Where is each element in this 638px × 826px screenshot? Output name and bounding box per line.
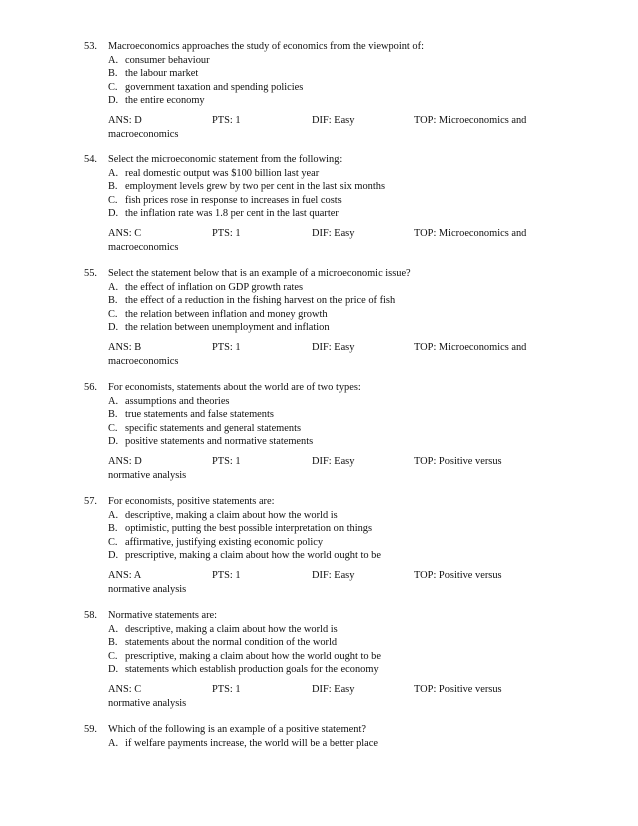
option-text: assumptions and theories [125, 395, 230, 407]
answer-metadata-row [84, 341, 554, 355]
option-letter: D. [108, 208, 119, 220]
option-text: prescriptive, making a claim about how the world ought to be [125, 650, 381, 662]
option-text: consumer behaviour [125, 54, 210, 66]
option-text: prescriptive, making a claim about how the world ought to be [125, 550, 381, 562]
topic: TOP: Microeconomics and [414, 341, 527, 353]
option-letter: B. [108, 409, 118, 421]
question-number: 58. [84, 610, 97, 621]
option-d [84, 663, 554, 677]
question-number: 59. [84, 724, 97, 735]
option-letter: C. [108, 81, 118, 93]
topic: TOP: Positive versus [414, 569, 502, 581]
option-c [84, 81, 554, 95]
question-53 [84, 40, 554, 141]
option-letter: B. [108, 637, 118, 649]
answer-key: ANS: D [108, 455, 142, 467]
option-letter: A. [108, 623, 119, 635]
option-a [84, 395, 554, 409]
option-letter: A. [108, 737, 119, 749]
option-c [84, 422, 554, 436]
question-text: Which of the following is an example of a positive statement? [108, 724, 366, 735]
option-text: the entire economy [125, 95, 205, 107]
points: PTS: 1 [212, 455, 241, 467]
option-letter: D. [108, 322, 119, 334]
option-letter: C. [108, 536, 118, 548]
option-a [84, 737, 554, 751]
answer-key: ANS: C [108, 683, 142, 695]
option-c [84, 536, 554, 550]
question-text: For economists, statements about the world are of two types: [108, 382, 361, 393]
option-letter: A. [108, 395, 119, 407]
question-58 [84, 609, 554, 710]
option-b [84, 294, 554, 308]
question-stem [84, 40, 554, 54]
question-stem [84, 381, 554, 395]
option-c [84, 194, 554, 208]
topic: TOP: Microeconomics and [414, 227, 527, 239]
option-text: statements which establish production goals for the economy [125, 664, 379, 676]
option-a [84, 167, 554, 181]
topic: TOP: Microeconomics and [414, 114, 527, 126]
option-text: the relation between inflation and money growth [125, 308, 328, 320]
option-letter: C. [108, 650, 118, 662]
topic-continuation: macroeconomics [108, 241, 179, 253]
option-d [84, 94, 554, 108]
answer-key: ANS: C [108, 227, 142, 239]
option-text: the relation between unemployment and inflation [125, 322, 330, 334]
answer-metadata-row [84, 569, 554, 583]
question-stem [84, 723, 554, 737]
option-text: the inflation rate was 1.8 per cent in the last quarter [125, 208, 339, 220]
option-d [84, 207, 554, 221]
difficulty: DIF: Easy [312, 455, 355, 467]
question-54 [84, 153, 554, 254]
option-text: the effect of a reduction in the fishing harvest on the price of fish [125, 295, 396, 307]
option-text: if welfare payments increase, the world will be a better place [125, 737, 379, 749]
option-text: descriptive, making a claim about how the world is [125, 509, 338, 521]
question-text: For economists, positive statements are: [108, 496, 275, 507]
question-stem [84, 267, 554, 281]
answer-metadata-row [84, 683, 554, 697]
question-text: Macroeconomics approaches the study of economics from the viewpoint of: [108, 41, 424, 52]
question-56 [84, 381, 554, 482]
option-letter: B. [108, 523, 118, 535]
topic-continuation: normative analysis [108, 583, 187, 595]
difficulty: DIF: Easy [312, 341, 355, 353]
option-text: the labour market [125, 68, 199, 80]
points: PTS: 1 [212, 341, 241, 353]
option-text: true statements and false statements [125, 409, 274, 421]
option-c [84, 308, 554, 322]
option-letter: A. [108, 54, 119, 66]
option-letter: C. [108, 308, 118, 320]
option-b [84, 180, 554, 194]
option-a [84, 281, 554, 295]
option-letter: C. [108, 422, 118, 434]
option-text: specific statements and general statements [125, 422, 301, 434]
difficulty: DIF: Easy [312, 114, 355, 126]
option-letter: B. [108, 181, 118, 193]
option-letter: D. [108, 550, 119, 562]
option-a [84, 623, 554, 637]
topic-continuation: macroeconomics [108, 128, 179, 140]
option-letter: A. [108, 509, 119, 521]
option-text: optimistic, putting the best possible interpretation on things [125, 523, 373, 535]
option-text: statements about the normal condition of the world [125, 637, 338, 649]
answer-metadata-row [84, 114, 554, 128]
question-59 [84, 723, 554, 750]
question-number: 57. [84, 496, 97, 507]
option-b [84, 636, 554, 650]
option-letter: A. [108, 281, 119, 293]
difficulty: DIF: Easy [312, 569, 355, 581]
question-number: 55. [84, 268, 97, 279]
question-55 [84, 267, 554, 368]
question-number: 53. [84, 41, 97, 52]
answer-key: ANS: B [108, 341, 142, 353]
option-d [84, 549, 554, 563]
points: PTS: 1 [212, 683, 241, 695]
question-text: Normative statements are: [108, 610, 218, 621]
option-letter: B. [108, 295, 118, 307]
option-b [84, 408, 554, 422]
topic-continuation: macroeconomics [108, 355, 179, 367]
option-a [84, 54, 554, 68]
option-d [84, 435, 554, 449]
option-text: affirmative, justifying existing economic policy [125, 536, 324, 548]
answer-metadata-row [84, 227, 554, 241]
question-stem [84, 153, 554, 167]
option-text: employment levels grew by two per cent in the last six months [125, 181, 386, 193]
difficulty: DIF: Easy [312, 227, 355, 239]
answer-key: ANS: D [108, 114, 142, 126]
option-text: real domestic output was $100 billion last year [125, 167, 320, 179]
option-text: government taxation and spending policies [125, 81, 304, 93]
points: PTS: 1 [212, 227, 241, 239]
question-text: Select the statement below that is an example of a microeconomic issue? [108, 268, 411, 279]
question-number: 54. [84, 154, 97, 165]
question-stem [84, 495, 554, 509]
option-text: descriptive, making a claim about how the world is [125, 623, 338, 635]
question-stem [84, 609, 554, 623]
option-b [84, 67, 554, 81]
answer-metadata-row [84, 455, 554, 469]
question-text: Select the microeconomic statement from the following: [108, 154, 343, 165]
topic-continuation: normative analysis [108, 697, 187, 709]
points: PTS: 1 [212, 569, 241, 581]
topic: TOP: Positive versus [414, 683, 502, 695]
option-d [84, 321, 554, 335]
option-a [84, 509, 554, 523]
option-letter: A. [108, 167, 119, 179]
option-letter: C. [108, 194, 118, 206]
question-57 [84, 495, 554, 596]
answer-key: ANS: A [108, 569, 142, 581]
question-number: 56. [84, 382, 97, 393]
difficulty: DIF: Easy [312, 683, 355, 695]
option-b [84, 522, 554, 536]
option-letter: D. [108, 664, 119, 676]
option-letter: D. [108, 95, 119, 107]
option-text: positive statements and normative statements [125, 436, 314, 448]
topic-continuation: normative analysis [108, 469, 187, 481]
points: PTS: 1 [212, 114, 241, 126]
option-text: fish prices rose in response to increases in fuel costs [125, 194, 342, 206]
option-letter: B. [108, 68, 118, 80]
option-text: the effect of inflation on GDP growth rates [125, 281, 304, 293]
option-letter: D. [108, 436, 119, 448]
topic: TOP: Positive versus [414, 455, 502, 467]
option-c [84, 650, 554, 664]
